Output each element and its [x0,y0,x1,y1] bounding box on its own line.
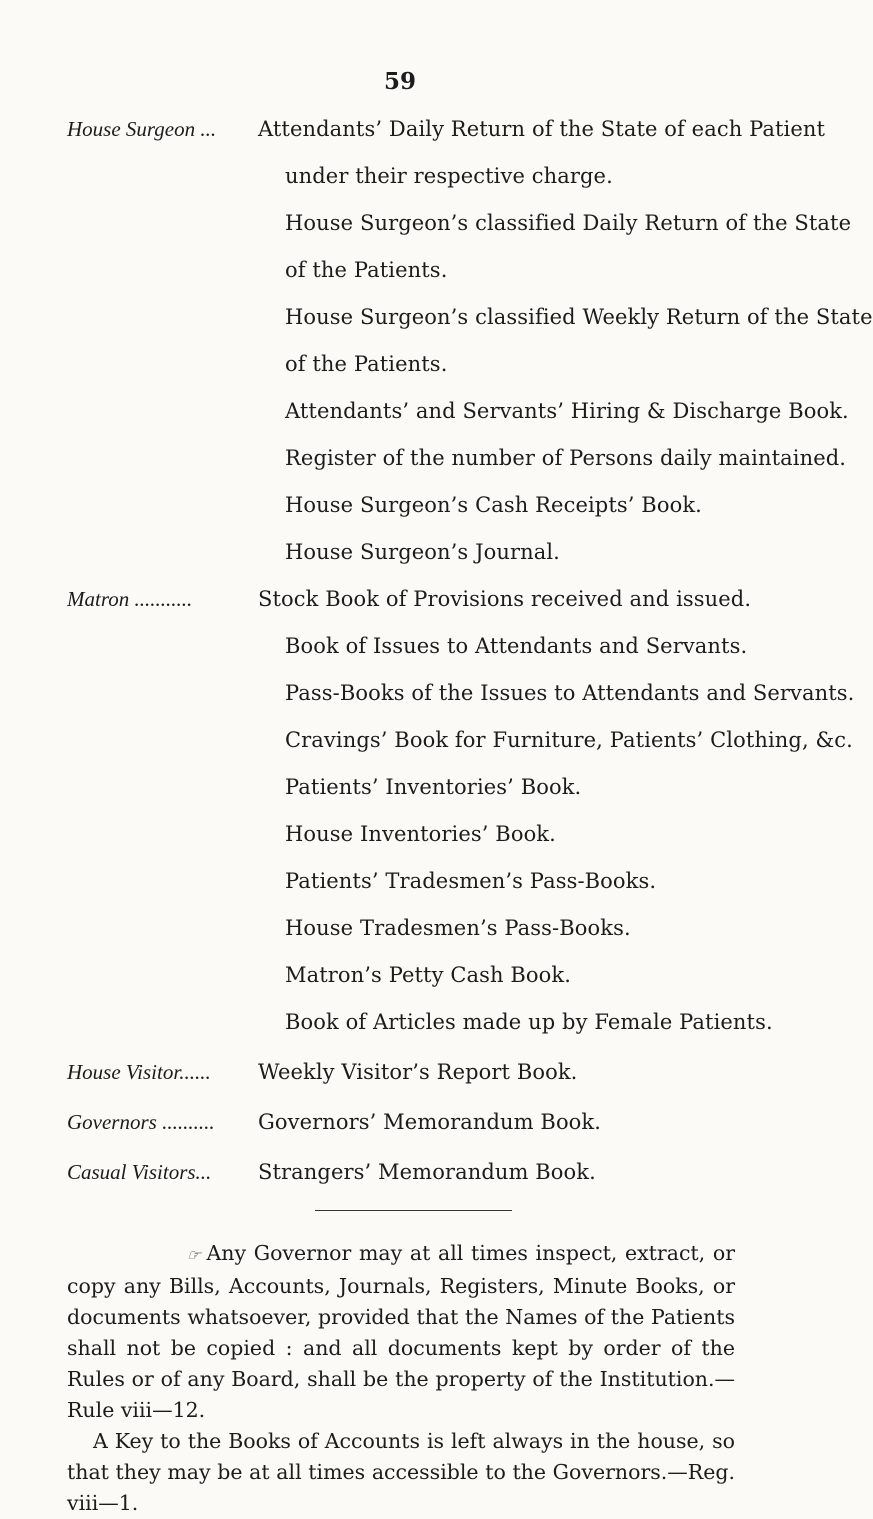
book-entry: Attendants’ and Servants’ Hiring & Discharge Book. [285,399,849,423]
footnote-paragraph-1 [67,1238,735,1426]
book-entry: House Surgeon’s Cash Receipts’ Book. [285,493,702,517]
book-entry: Stock Book of Provisions received and issued. [258,587,752,611]
footnote-text-1: Any Governor may at all times inspect, extract, or copy any Bills, Accounts, Journals, Registers, Minute Books, or documents whatsoever, provided that the Names of the Patients shall not be copied : and all documents kept by order of the Rules or of any Board, shall be the property of the Institution.—Rule viii—12. [67,1241,735,1422]
book-entry-continuation: under their respective charge. [285,164,613,188]
book-entry: Patients’ Inventories’ Book. [285,775,582,799]
book-entry: Book of Issues to Attendants and Servants. [285,634,748,658]
footnote [67,1238,735,1519]
section-divider [315,1210,512,1211]
book-entry: Matron’s Petty Cash Book. [285,963,572,987]
book-entry: Pass-Books of the Issues to Attendants and Servants. [285,681,855,705]
book-entry: House Tradesmen’s Pass-Books. [285,916,631,940]
section-label-casual-visitors: Casual Visitors... [67,1160,212,1184]
book-entry: Patients’ Tradesmen’s Pass-Books. [285,869,657,893]
book-entry: Weekly Visitor’s Report Book. [258,1060,578,1084]
book-entry: Attendants’ Daily Return of the State of each Patient [258,117,826,141]
section-label-house-visitor: House Visitor...... [67,1060,211,1084]
book-entry-continuation: of the Patients. [285,352,448,376]
book-entry: House Surgeon’s classified Weekly Return of the State [285,305,873,329]
book-entry: Book of Articles made up by Female Patients. [285,1010,773,1034]
pointing-hand-icon: ☞ [185,1246,203,1264]
section-label-governors: Governors .......... [67,1110,215,1134]
book-entry: Cravings’ Book for Furniture, Patients’ Clothing, &c. [285,728,853,752]
book-entry: House Surgeon’s classified Daily Return of the State [285,211,852,235]
section-label-matron: Matron ........... [67,587,193,611]
book-entry: Strangers’ Memorandum Book. [258,1160,596,1184]
book-entry: Governors’ Memorandum Book. [258,1110,602,1134]
book-entry: Register of the number of Persons daily maintained. [285,446,847,470]
footnote-paragraph-2: A Key to the Books of Accounts is left always in the house, so that they may be at all times accessible to the Governors.—Reg. viii—1. [67,1429,735,1515]
page-number: 59 [383,68,416,95]
book-entry-continuation: of the Patients. [285,258,448,282]
section-label-house-surgeon: House Surgeon ... [67,117,217,141]
book-entry: House Inventories’ Book. [285,822,556,846]
book-entry: House Surgeon’s Journal. [285,540,560,564]
